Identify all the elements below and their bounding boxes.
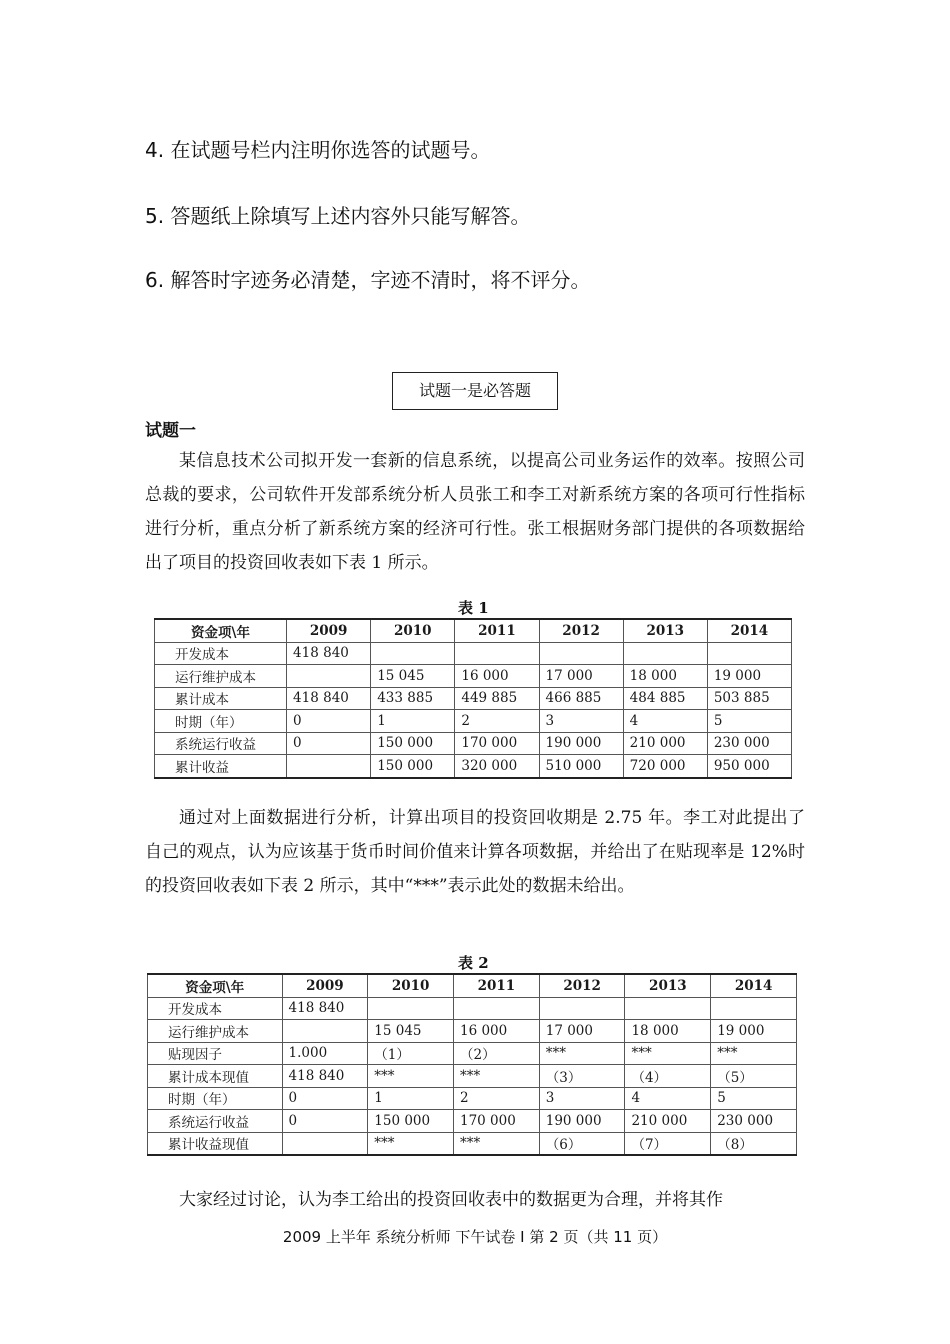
table-row [155, 665, 792, 688]
table-cell: *** [454, 1065, 540, 1088]
table-cell [539, 642, 623, 665]
table-cell: 418 840 [287, 642, 371, 665]
table-row-label: 累计收益 [155, 755, 287, 778]
table-row-label: 累计收益现值 [148, 1132, 283, 1155]
table-header-cell: 2013 [623, 619, 707, 642]
table-row-label: 贴现因子 [148, 1042, 283, 1065]
table-row [155, 710, 792, 733]
table-cell: 1 [371, 710, 455, 733]
table-cell: 18 000 [625, 1020, 711, 1043]
table-cell: （7） [625, 1132, 711, 1155]
table-cell: 950 000 [707, 755, 791, 778]
table-cell: 16 000 [455, 665, 539, 688]
table-row [148, 997, 797, 1020]
table-cell: （1） [368, 1042, 454, 1065]
table-row-label: 运行维护成本 [148, 1020, 283, 1043]
table-cell: 17 000 [539, 665, 623, 688]
table-cell: 15 045 [368, 1020, 454, 1043]
table-cell: 5 [707, 710, 791, 733]
table-cell [287, 755, 371, 778]
question-title: 试题一 [145, 421, 196, 441]
table-cell: 484 885 [623, 687, 707, 710]
table-cell [287, 665, 371, 688]
table-header-cell: 2009 [287, 619, 371, 642]
table-cell: （6） [539, 1132, 625, 1155]
table-cell: （4） [625, 1065, 711, 1088]
table-cell: 510 000 [539, 755, 623, 778]
table-cell: 190 000 [539, 1110, 625, 1133]
table-cell: 17 000 [539, 1020, 625, 1043]
rule-5: 5. 答题纸上除填写上述内容外只能写解答。 [145, 204, 531, 228]
table1 [154, 618, 792, 779]
table-cell: 1.000 [282, 1042, 368, 1065]
table-row-label: 运行维护成本 [155, 665, 287, 688]
table-cell: 0 [282, 1087, 368, 1110]
table-cell: 2 [455, 710, 539, 733]
table-row [148, 1020, 797, 1043]
table-cell: 18 000 [623, 665, 707, 688]
table-cell: *** [368, 1132, 454, 1155]
table-row [148, 1087, 797, 1110]
table-row-label: 开发成本 [155, 642, 287, 665]
table-cell: 19 000 [707, 665, 791, 688]
table-header-cell: 2012 [539, 619, 623, 642]
table-cell: 170 000 [454, 1110, 540, 1133]
table-cell: 3 [539, 1087, 625, 1110]
table-cell: 0 [282, 1110, 368, 1133]
table-row-label: 系统运行收益 [148, 1110, 283, 1133]
table-row [155, 755, 792, 778]
table-header-row [155, 619, 792, 642]
required-question-note: 试题一是必答题 [392, 372, 558, 410]
table-cell: 210 000 [625, 1110, 711, 1133]
table-cell [282, 1132, 368, 1155]
table-cell: 5 [711, 1087, 797, 1110]
table-header-cell: 2014 [707, 619, 791, 642]
table-cell [539, 997, 625, 1020]
table-cell: 150 000 [371, 732, 455, 755]
table-cell: 720 000 [623, 755, 707, 778]
rule-4: 4. 在试题号栏内注明你选答的试题号。 [145, 138, 491, 162]
table-cell [454, 997, 540, 1020]
table-cell: 503 885 [707, 687, 791, 710]
table-cell [368, 997, 454, 1020]
table-cell [282, 1020, 368, 1043]
table-header-cell: 资金项\年 [148, 974, 283, 997]
table-header-cell: 资金项\年 [155, 619, 287, 642]
table-cell: 4 [623, 710, 707, 733]
table-cell: 418 840 [282, 997, 368, 1020]
table-cell: 15 045 [371, 665, 455, 688]
table-header-row [148, 974, 797, 997]
table-cell: 0 [287, 710, 371, 733]
table-cell: 150 000 [371, 755, 455, 778]
table1-caption: 表 1 [458, 599, 489, 617]
table-header-cell: 2011 [455, 619, 539, 642]
table-cell: （5） [711, 1065, 797, 1088]
table-cell: 16 000 [454, 1020, 540, 1043]
table-header-cell: 2009 [282, 974, 368, 997]
table-row [148, 1110, 797, 1133]
table-cell [623, 642, 707, 665]
table-cell: 2 [454, 1087, 540, 1110]
table-cell: 150 000 [368, 1110, 454, 1133]
table-cell: 19 000 [711, 1020, 797, 1043]
table-cell [711, 997, 797, 1020]
table-cell: （8） [711, 1132, 797, 1155]
page-footer: 2009 上半年 系统分析师 下午试卷 I 第 2 页（共 11 页） [282, 1228, 668, 1246]
table-cell: *** [454, 1132, 540, 1155]
table-cell: *** [625, 1042, 711, 1065]
table-row [148, 1132, 797, 1155]
table-cell: 210 000 [623, 732, 707, 755]
table-row-label: 时期（年） [148, 1087, 283, 1110]
table-header-cell: 2014 [711, 974, 797, 997]
table-cell: 1 [368, 1087, 454, 1110]
table-cell: 3 [539, 710, 623, 733]
paragraph-intro: 某信息技术公司拟开发一套新的信息系统，以提高公司业务运作的效率。按照公司总裁的要求，公司软件开发部系统分析人员张工和李工对新系统方案的各项可行性指标进行分析，重点分析了新系统方案的经济可行性。张工根据财务部门提供的各项数据给出了项目的投资回收表如下表 1 所示。 [145, 451, 805, 573]
table-cell: 170 000 [455, 732, 539, 755]
table-cell: 433 885 [371, 687, 455, 710]
table-cell [707, 642, 791, 665]
table-row [155, 642, 792, 665]
table-row-label: 系统运行收益 [155, 732, 287, 755]
table-cell: *** [368, 1065, 454, 1088]
table2-caption: 表 2 [458, 954, 489, 972]
table-cell: *** [711, 1042, 797, 1065]
table-header-cell: 2012 [539, 974, 625, 997]
table-cell: （2） [454, 1042, 540, 1065]
table-header-cell: 2011 [454, 974, 540, 997]
table-row-label: 累计成本现值 [148, 1065, 283, 1088]
table-cell: 449 885 [455, 687, 539, 710]
table-row-label: 时期（年） [155, 710, 287, 733]
table-header-cell: 2010 [368, 974, 454, 997]
table-header-cell: 2010 [371, 619, 455, 642]
table-cell: 418 840 [282, 1065, 368, 1088]
table-cell: *** [539, 1042, 625, 1065]
table-cell [455, 642, 539, 665]
table-cell: 190 000 [539, 732, 623, 755]
table-row-label: 开发成本 [148, 997, 283, 1020]
table-cell: 230 000 [707, 732, 791, 755]
table-cell: 418 840 [287, 687, 371, 710]
table-row [148, 1042, 797, 1065]
paragraph-conclusion: 大家经过讨论，认为李工给出的投资回收表中的数据更为合理，并将其作 [179, 1190, 723, 1210]
table2 [147, 973, 797, 1156]
table-cell [625, 997, 711, 1020]
table-header-cell: 2013 [625, 974, 711, 997]
table-cell: 4 [625, 1087, 711, 1110]
table-row-label: 累计成本 [155, 687, 287, 710]
table-cell: 230 000 [711, 1110, 797, 1133]
paragraph-analysis: 通过对上面数据进行分析，计算出项目的投资回收期是 2.75 年。李工对此提出了自己的观点，认为应该基于货币时间价值来计算各项数据，并给出了在贴现率是 12%时的投资回收表如下表 2 所示，其中“***”表示此处的数据未给出。 [145, 808, 805, 896]
table-cell: 320 000 [455, 755, 539, 778]
table-row [148, 1065, 797, 1088]
table-row [155, 732, 792, 755]
rule-6: 6. 解答时字迹务必清楚，字迹不清时，将不评分。 [145, 268, 591, 292]
table-cell: 0 [287, 732, 371, 755]
table-cell [371, 642, 455, 665]
table-cell: （3） [539, 1065, 625, 1088]
table-row [155, 687, 792, 710]
table-cell: 466 885 [539, 687, 623, 710]
